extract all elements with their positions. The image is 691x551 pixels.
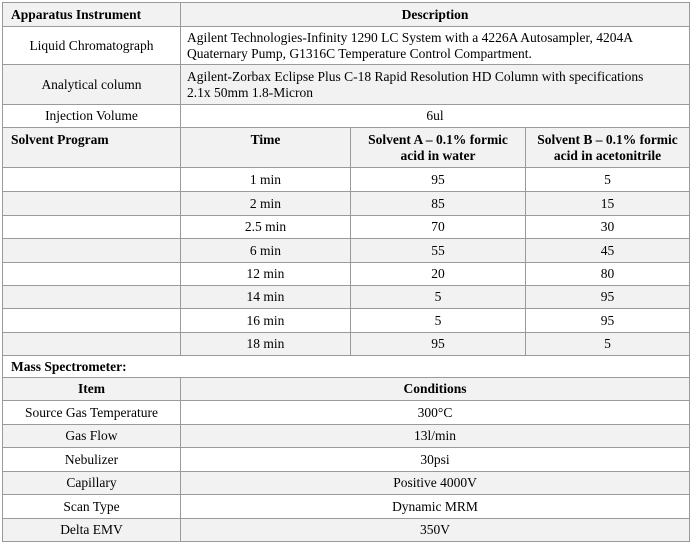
mass-spec-row <box>3 448 690 472</box>
condition-cell: 13l/min <box>181 425 690 448</box>
header-line: Solvent A – 0.1% formic <box>368 131 508 147</box>
item-header: Item <box>3 378 181 401</box>
solvent-b-cell: 45 <box>526 239 690 263</box>
solvent-row <box>3 239 690 263</box>
solvent-a-cell: 95 <box>351 168 526 192</box>
mass-spec-row <box>3 495 690 519</box>
solvent-a-cell: 20 <box>351 263 526 286</box>
empty-cell <box>3 239 181 263</box>
solvent-program-header: Solvent Program <box>3 128 181 168</box>
solvent-header-row <box>3 128 690 168</box>
apparatus-description <box>181 65 690 105</box>
empty-cell <box>3 263 181 286</box>
condition-cell: 30psi <box>181 448 690 472</box>
method-table <box>2 2 690 542</box>
time-cell: 16 min <box>181 309 351 333</box>
apparatus-value: 6ul <box>181 105 690 128</box>
description-line: Quaternary Pump, G1316C Temperature Control Compartment. <box>187 45 532 61</box>
empty-cell <box>3 192 181 216</box>
solvent-b-cell: 5 <box>526 333 690 356</box>
mass-spec-title: Mass Spectrometer: <box>3 356 690 378</box>
time-cell: 12 min <box>181 263 351 286</box>
solvent-b-cell: 95 <box>526 286 690 309</box>
solvent-row <box>3 309 690 333</box>
solvent-a-cell: 55 <box>351 239 526 263</box>
solvent-b-cell: 95 <box>526 309 690 333</box>
solvent-a-cell: 5 <box>351 309 526 333</box>
description-line: Agilent-Zorbax Eclipse Plus C-18 Rapid Resolution HD Column with specifications <box>187 68 644 84</box>
item-cell: Delta EMV <box>3 519 181 542</box>
condition-cell: 350V <box>181 519 690 542</box>
apparatus-description <box>181 27 690 65</box>
apparatus-label: Liquid Chromatograph <box>3 27 181 65</box>
condition-cell: 300°C <box>181 401 690 425</box>
time-cell: 14 min <box>181 286 351 309</box>
apparatus-label: Analytical column <box>3 65 181 105</box>
item-cell: Scan Type <box>3 495 181 519</box>
time-cell: 18 min <box>181 333 351 356</box>
mass-spec-row <box>3 425 690 448</box>
item-cell: Source Gas Temperature <box>3 401 181 425</box>
apparatus-instrument-header: Apparatus Instrument <box>3 3 181 27</box>
table-container <box>2 2 689 542</box>
mass-spec-section-row <box>3 356 690 378</box>
apparatus-row <box>3 65 690 105</box>
time-header: Time <box>181 128 351 168</box>
empty-cell <box>3 286 181 309</box>
description-line: 2.1x 50mm 1.8-Micron <box>187 84 313 100</box>
solvent-a-cell: 95 <box>351 333 526 356</box>
apparatus-label: Injection Volume <box>3 105 181 128</box>
solvent-a-cell: 5 <box>351 286 526 309</box>
header-line: Solvent B – 0.1% formic <box>537 131 678 147</box>
conditions-header: Conditions <box>181 378 690 401</box>
solvent-b-cell: 5 <box>526 168 690 192</box>
item-cell: Capillary <box>3 472 181 495</box>
header-line: acid in water <box>400 147 476 163</box>
condition-cell: Positive 4000V <box>181 472 690 495</box>
solvent-b-cell: 80 <box>526 263 690 286</box>
solvent-a-cell: 85 <box>351 192 526 216</box>
empty-cell <box>3 309 181 333</box>
time-cell: 6 min <box>181 239 351 263</box>
solvent-row <box>3 333 690 356</box>
empty-cell <box>3 333 181 356</box>
empty-cell <box>3 216 181 239</box>
mass-spec-row <box>3 472 690 495</box>
solvent-b-cell: 15 <box>526 192 690 216</box>
solvent-a-cell: 70 <box>351 216 526 239</box>
solvent-b-header <box>526 128 690 168</box>
solvent-row <box>3 216 690 239</box>
mass-spec-row <box>3 401 690 425</box>
description-line: Agilent Technologies-Infinity 1290 LC System with a 4226A Autosampler, 4204A <box>187 29 633 45</box>
mass-spec-header-row <box>3 378 690 401</box>
apparatus-row <box>3 27 690 65</box>
empty-cell <box>3 168 181 192</box>
item-cell: Nebulizer <box>3 448 181 472</box>
apparatus-row <box>3 105 690 128</box>
header-line: acid in acetonitrile <box>553 147 662 163</box>
item-cell: Gas Flow <box>3 425 181 448</box>
time-cell: 2 min <box>181 192 351 216</box>
time-cell: 2.5 min <box>181 216 351 239</box>
solvent-row <box>3 263 690 286</box>
condition-cell: Dynamic MRM <box>181 495 690 519</box>
description-header: Description <box>181 3 690 27</box>
solvent-b-cell: 30 <box>526 216 690 239</box>
mass-spec-row <box>3 519 690 542</box>
solvent-row <box>3 168 690 192</box>
solvent-a-header <box>351 128 526 168</box>
time-cell: 1 min <box>181 168 351 192</box>
solvent-row <box>3 286 690 309</box>
solvent-row <box>3 192 690 216</box>
apparatus-header-row <box>3 3 690 27</box>
